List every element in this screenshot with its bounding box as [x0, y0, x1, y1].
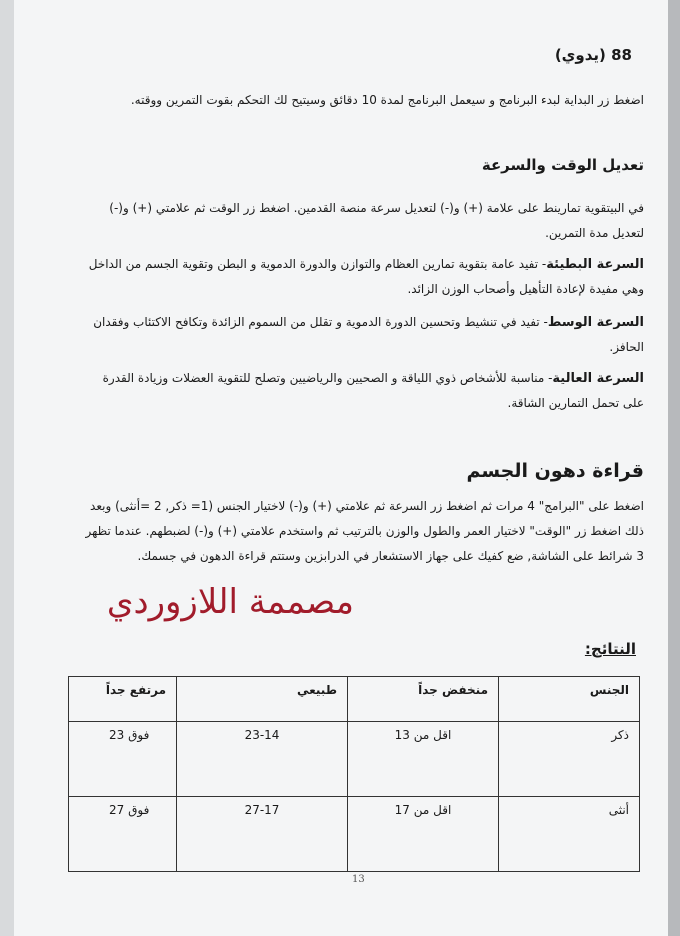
cell-very-low: اقل من 17	[348, 797, 499, 872]
heading-body-fat: قراءة دهون الجسم	[466, 460, 644, 482]
cell-very-high: فوق 27	[69, 797, 177, 872]
section-title-88-manual: 88 (يدوي)	[554, 46, 632, 64]
table-header-row	[69, 677, 640, 722]
text-high-speed: - مناسبة للأشخاص ذوي اللياقة و الصحيين والرياضيين وتصلح للتقوية العضلات وزيادة القدرة على تحمل التمارين الشاقة.	[102, 371, 644, 410]
text-medium-speed: - تفيد في تنشيط وتحسين الدورة الدموية و تقلل من السموم الزائدة وتكافح الاكتئاب وفقدان الحافز.	[93, 315, 644, 354]
paragraph-body-fat: اضغط على "البرامج" 4 مرات ثم اضغط زر السرعة ثم علامتي (+) و(-) لاختيار الجنس (1= ذكر, 2 =أنثى) وبعد ذلك اضغط زر "الوقت" لاختيار العمر والطول والوزن بالترتيب ثم واستخدم علامتي (+) و(-) لضبطهم. عندما تظهر 3 شرائط على الشاشة, ضع كفيك على جهاز الاستشعار في الدرابزين وستتم قراءة الدهون في جسمك.	[85, 499, 644, 563]
designer-watermark: مصممة اللازوردي	[106, 582, 354, 622]
label-high-speed: السرعة العالية	[552, 371, 644, 386]
header-normal: طبيعي	[177, 677, 348, 722]
results-heading: النتائج:	[584, 640, 636, 658]
header-very-low: منخفض جداً	[348, 677, 499, 722]
header-gender: الجنس	[499, 677, 640, 722]
label-medium-speed: السرعة الوسط	[547, 315, 644, 330]
cell-gender: أنثى	[499, 797, 640, 872]
paragraph-high-speed	[84, 366, 644, 416]
heading-time-speed: تعديل الوقت والسرعة	[481, 156, 644, 174]
cell-very-low: اقل من 13	[348, 722, 499, 797]
intro-paragraph: اضغط زر البداية لبدء البرنامج و سيعمل البرنامج لمدة 10 دقائق وسيتيح لك التحكم بقوت التمرين ووقته.	[130, 93, 644, 107]
cell-normal: 23-14	[177, 722, 348, 797]
paragraph-slow-speed	[84, 252, 644, 302]
scan-margin-left	[0, 0, 14, 936]
body-fat-results-table	[68, 676, 640, 872]
label-slow-speed: السرعة البطيئة	[546, 257, 644, 272]
text-slow-speed: - تفيد عامة بتقوية تمارين العظام والتوازن والدورة الدموية و البطن وتقوية الجسم من الداخل وهي مفيدة لإعادة التأهيل وأصحاب الوزن الزائد.	[88, 257, 644, 296]
paragraph-time-speed: في البيتقوية تمارينط على علامة (+) و(-) لتعديل سرعة منصة القدمين. اضغط زر الوقت ثم علامتي (+) و(-) لتعديل مدة التمرين.	[109, 201, 644, 240]
table-row	[69, 797, 640, 872]
page-number: 13	[352, 874, 365, 885]
table-row	[69, 722, 640, 797]
cell-gender: ذكر	[499, 722, 640, 797]
header-very-high: مرتفع جداً	[69, 677, 177, 722]
cell-very-high: فوق 23	[69, 722, 177, 797]
cell-normal: 27-17	[177, 797, 348, 872]
paragraph-medium-speed	[84, 310, 644, 360]
scan-margin-right	[668, 0, 680, 936]
